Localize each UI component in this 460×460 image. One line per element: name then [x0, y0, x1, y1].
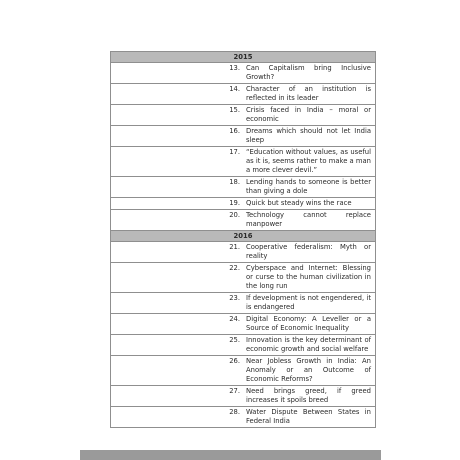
- topic-text: Character of an institution is reflected in its leader: [243, 84, 376, 105]
- topic-row: [111, 105, 376, 126]
- essay-topics-table: [110, 51, 376, 428]
- topic-row: [111, 126, 376, 147]
- topic-row: [111, 210, 376, 231]
- topic-row: [111, 63, 376, 84]
- topic-text: Digital Economy: A Leveller or a Source of Economic Inequality: [243, 314, 376, 335]
- year-heading: 2016: [111, 231, 376, 242]
- topic-number: 22.: [111, 263, 244, 293]
- topic-row: [111, 293, 376, 314]
- topic-text: Dreams which should not let India sleep: [243, 126, 376, 147]
- topic-row: [111, 177, 376, 198]
- topic-text: Cyberspace and Internet: Blessing or curse to the human civilization in the long run: [243, 263, 376, 293]
- year-header-row: [111, 52, 376, 63]
- year-heading: 2015: [111, 52, 376, 63]
- topic-text: Water Dispute Between States in Federal India: [243, 407, 376, 428]
- page-footer-bar: [80, 450, 381, 460]
- topic-text: Can Capitalism bring Inclusive Growth?: [243, 63, 376, 84]
- topic-text: Need brings greed, if greed increases it spoils breed: [243, 386, 376, 407]
- topic-number: 28.: [111, 407, 244, 428]
- topic-number: 20.: [111, 210, 244, 231]
- topic-number: 13.: [111, 63, 244, 84]
- topic-row: [111, 147, 376, 177]
- topic-text: Near Jobless Growth in India: An Anomaly or an Outcome of Economic Reforms?: [243, 356, 376, 386]
- topic-row: [111, 198, 376, 210]
- topic-text: Innovation is the key determinant of economic growth and social welfare: [243, 335, 376, 356]
- topic-number: 24.: [111, 314, 244, 335]
- topic-number: 15.: [111, 105, 244, 126]
- topic-text: Quick but steady wins the race: [243, 198, 376, 210]
- topic-text: Lending hands to someone is better than giving a dole: [243, 177, 376, 198]
- topic-number: 14.: [111, 84, 244, 105]
- topic-row: [111, 356, 376, 386]
- topic-number: 21.: [111, 242, 244, 263]
- topic-text: “Education without values, as useful as it is, seems rather to make a man a more clever devil.”: [243, 147, 376, 177]
- essay-topics-table-body: [111, 52, 376, 428]
- topic-number: 26.: [111, 356, 244, 386]
- topic-text: Crisis faced in India – moral or economic: [243, 105, 376, 126]
- topic-row: [111, 263, 376, 293]
- topic-text: Cooperative federalism: Myth or reality: [243, 242, 376, 263]
- topic-number: 16.: [111, 126, 244, 147]
- topic-row: [111, 314, 376, 335]
- topic-text: If development is not engendered, it is endangered: [243, 293, 376, 314]
- topic-number: 27.: [111, 386, 244, 407]
- topic-row: [111, 335, 376, 356]
- topic-row: [111, 84, 376, 105]
- topic-row: [111, 386, 376, 407]
- topic-number: 25.: [111, 335, 244, 356]
- topic-number: 19.: [111, 198, 244, 210]
- topic-text: Technology cannot replace manpower: [243, 210, 376, 231]
- topic-number: 23.: [111, 293, 244, 314]
- topic-row: [111, 242, 376, 263]
- year-header-row: [111, 231, 376, 242]
- topic-row: [111, 407, 376, 428]
- topic-number: 17.: [111, 147, 244, 177]
- topic-number: 18.: [111, 177, 244, 198]
